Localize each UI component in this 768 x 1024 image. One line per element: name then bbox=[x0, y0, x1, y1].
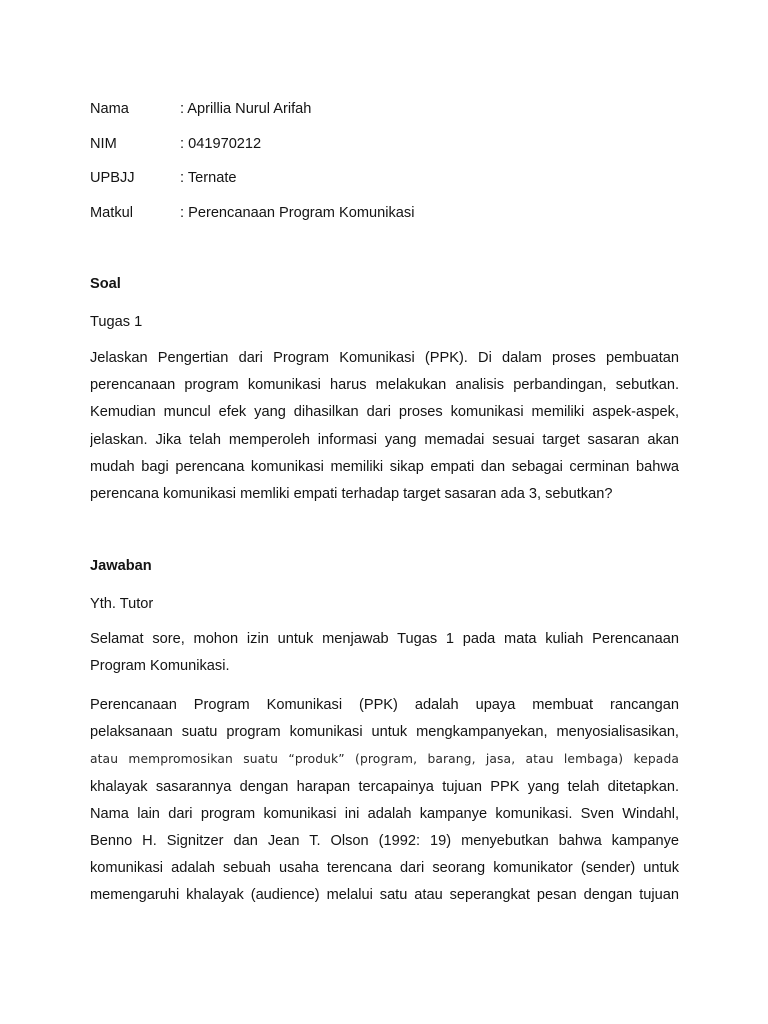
paragraph-line: Benno H. Signitzer dan Jean T. Olson (1992: 19) menyebutkan bahwa kampanye bbox=[90, 832, 679, 849]
identity-label: UPBJJ bbox=[90, 170, 135, 187]
identity-row-nim bbox=[90, 134, 680, 169]
paragraph-line: perencana komunikasi memliki empati terhadap target sasaran ada 3, sebutkan? bbox=[90, 485, 613, 502]
paragraph-line: memengaruhi khalayak (audience) melalui satu atau seperangkat pesan dengan tujuan bbox=[90, 887, 679, 904]
paragraph-line: jelaskan. Jika telah memperoleh informasi yang memadai sesuai target sasaran akan bbox=[90, 431, 679, 448]
paragraph-line: Kemudian muncul efek yang dihasilkan dari proses komunikasi memiliki aspek-aspek, bbox=[90, 404, 679, 421]
paragraph-line: Selamat sore, mohon izin untuk menjawab Tugas 1 pada mata kuliah Perencanaan bbox=[90, 631, 679, 647]
paragraph-line: Perencanaan Program Komunikasi (PPK) adalah upaya membuat rancangan bbox=[90, 697, 679, 713]
identity-row-course bbox=[90, 203, 680, 238]
paragraph-line: komunikasi adalah sebuah usaha terencana dari seorang komunikator (sender) untuk bbox=[90, 860, 679, 877]
identity-value: : 041970212 bbox=[180, 135, 262, 152]
paragraph-line: mudah bagi perencana komunikasi memiliki sikap empati dan sebagai cerminan bahwa bbox=[90, 458, 679, 475]
identity-value: : Perencanaan Program Komunikasi bbox=[180, 204, 415, 221]
section-heading-soal: Soal bbox=[90, 276, 121, 292]
paragraph-line: khalayak sasarannya dengan harapan tercapainya tujuan PPK yang telah ditetapkan. bbox=[90, 778, 679, 795]
section-heading-jawaban: Jawaban bbox=[90, 558, 152, 574]
paragraph-line: pelaksanaan suatu program komunikasi untuk mengkampanyekan, menyosialisasikan, bbox=[90, 724, 679, 741]
identity-label: Nama bbox=[90, 101, 129, 117]
answer-paragraph bbox=[90, 692, 679, 910]
identity-value: : Ternate bbox=[180, 170, 237, 187]
intro-paragraph bbox=[90, 626, 679, 680]
identity-label: Matkul bbox=[90, 204, 133, 221]
paragraph-line: Jelaskan Pengertian dari Program Komunikasi (PPK). Di dalam proses pembuatan bbox=[90, 350, 679, 366]
identity-value: : Aprillia Nurul Arifah bbox=[180, 101, 312, 117]
identity-row-upbjj bbox=[90, 168, 680, 203]
paragraph-line: perencanaan program komunikasi harus melakukan analisis perbandingan, sebutkan. bbox=[90, 377, 679, 394]
question-paragraph bbox=[90, 345, 679, 508]
paragraph-line: atau mempromosikan suatu “produk” (program, barang, jasa, atau lembaga) kepada bbox=[90, 752, 679, 767]
identity-label: NIM bbox=[90, 135, 117, 152]
paragraph-line: Nama lain dari program komunikasi ini adalah kampanye komunikasi. Sven Windahl, bbox=[90, 805, 679, 822]
task-title: Tugas 1 bbox=[90, 314, 143, 330]
paragraph-line: Program Komunikasi. bbox=[90, 658, 230, 675]
identity-row-name bbox=[90, 99, 680, 134]
student-identity-block bbox=[90, 99, 680, 237]
greeting-text: Yth. Tutor bbox=[90, 596, 154, 612]
